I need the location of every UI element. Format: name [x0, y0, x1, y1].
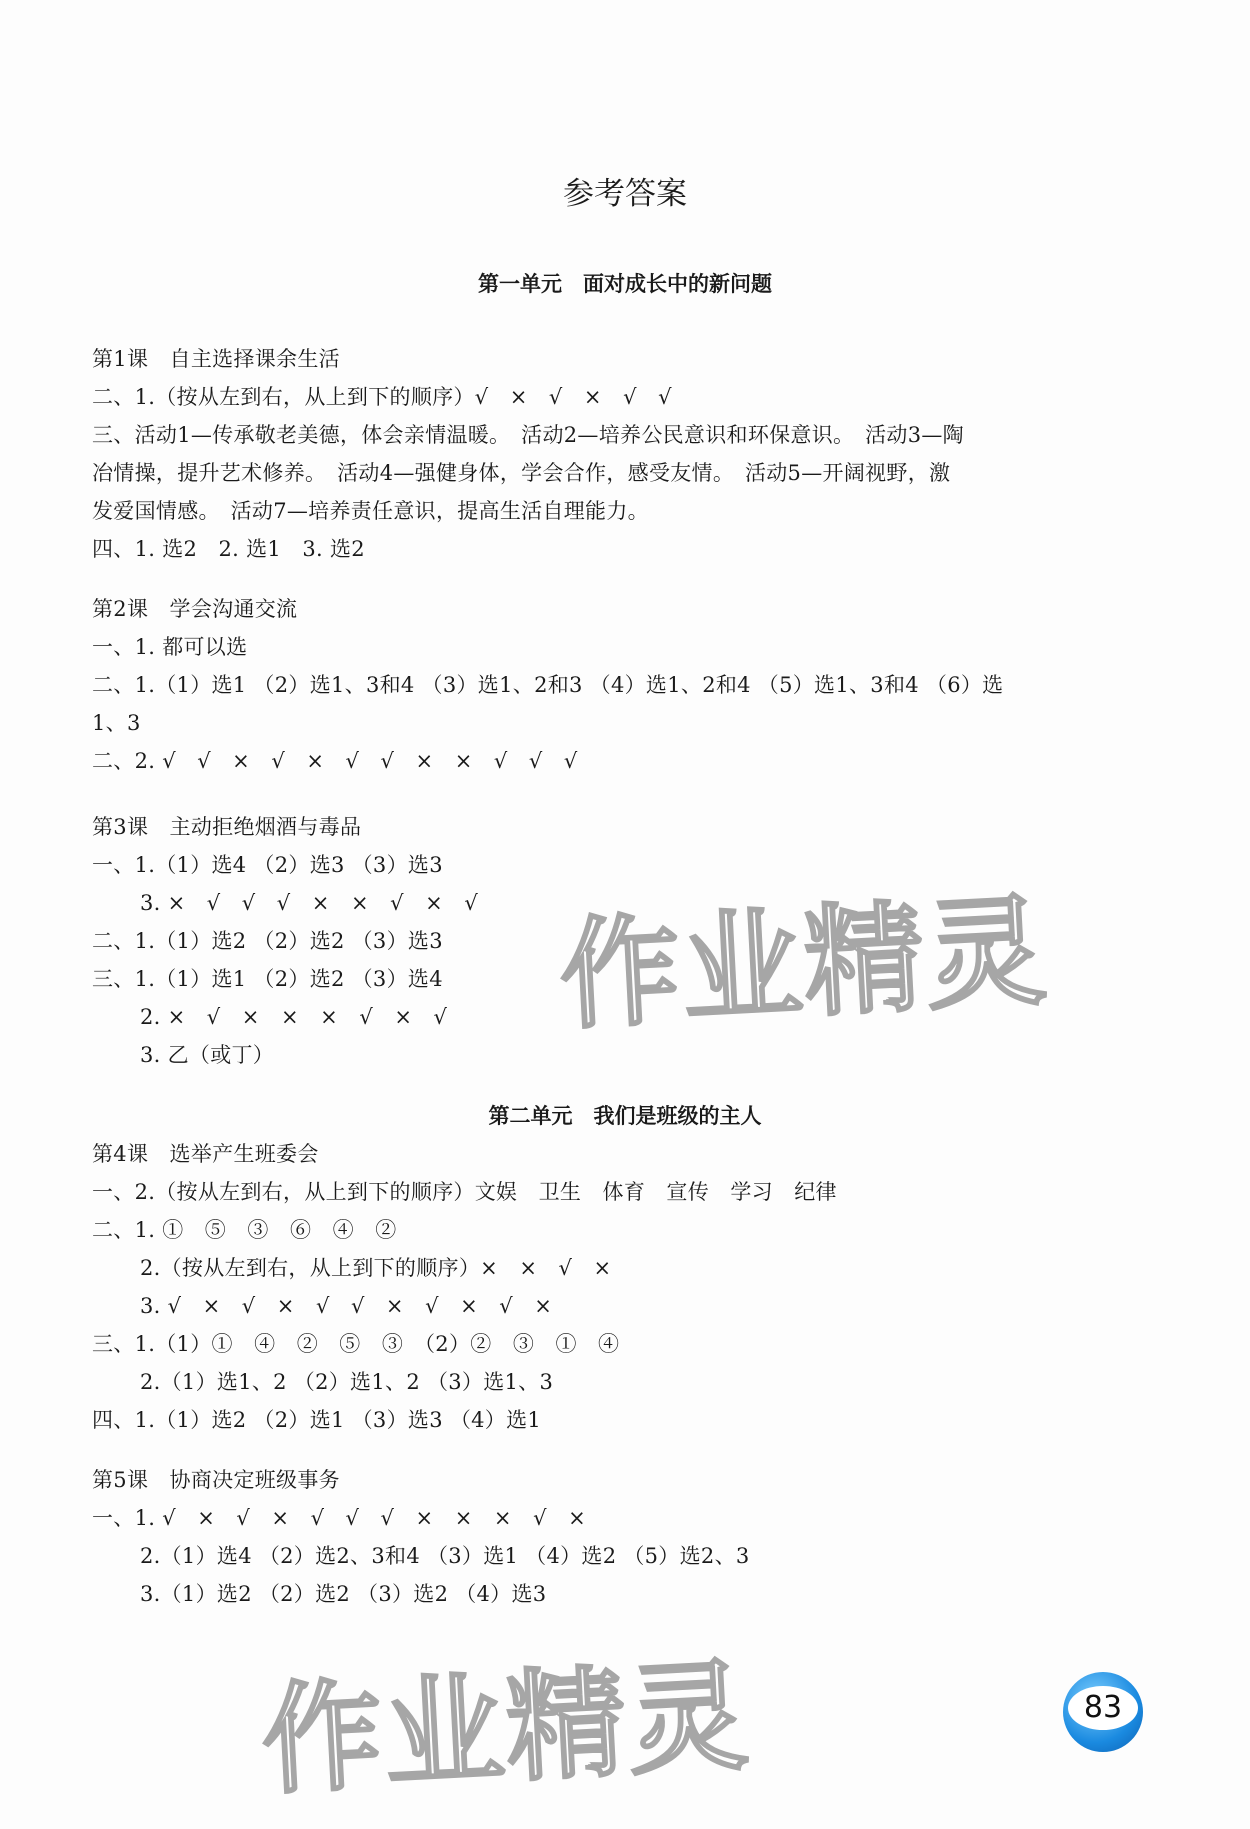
answer-line: 三、1.（1）选1 （2）选2 （3）选4 — [92, 967, 443, 991]
watermark: 作业精灵 — [556, 882, 1052, 1047]
unit-heading: 第二单元 我们是班级的主人 — [488, 1104, 762, 1128]
answer-line: 二、2. √ √ × √ × √ √ × × √ √ √ — [92, 749, 578, 773]
answer-line: 2.（1）选1、2 （2）选1、2 （3）选1、3 — [140, 1370, 554, 1394]
answer-line: 3.（1）选2 （2）选2 （3）选2 （4）选3 — [140, 1582, 547, 1606]
answer-line: 三、活动1—传承敬老美德，体会亲情温暖。 活动2—培养公民意识和环保意识。 活动3—陶 — [92, 423, 964, 447]
answer-line: 一、2.（按从左到右，从上到下的顺序）文娱 卫生 体育 宣传 学习 纪律 — [92, 1180, 837, 1204]
answer-line: 一、1.（1）选4 （2）选3 （3）选3 — [92, 853, 443, 877]
watermark: 作业精灵 — [258, 1647, 754, 1812]
answer-line: 3. 乙（或丁） — [140, 1043, 275, 1067]
lesson-heading: 第2课 学会沟通交流 — [92, 597, 298, 621]
answer-line: 2.（按从左到右，从上到下的顺序）× × √ × — [140, 1256, 612, 1280]
lesson-heading: 第1课 自主选择课余生活 — [92, 347, 340, 371]
answer-line: 一、1. 都可以选 — [92, 635, 248, 659]
answer-line: 二、1.（1）选1 （2）选1、3和4 （3）选1、2和3 （4）选1、2和4 （5）选1、3和4 （6）选 — [92, 673, 1004, 697]
answer-line: 二、1. ① ⑤ ③ ⑥ ④ ② — [92, 1218, 397, 1242]
answer-line: 一、1. √ × √ × √ √ √ × × × √ × — [92, 1506, 586, 1530]
lesson-heading: 第5课 协商决定班级事务 — [92, 1468, 340, 1492]
answer-line: 二、1.（按从左到右，从上到下的顺序）√ × √ × √ √ — [92, 385, 672, 409]
page-number: 83 — [1068, 1686, 1138, 1730]
unit-heading: 第一单元 面对成长中的新问题 — [478, 272, 772, 296]
page-number-badge — [1063, 1672, 1143, 1752]
page-title: 参考答案 — [563, 176, 687, 212]
lesson-heading: 第3课 主动拒绝烟酒与毒品 — [92, 815, 362, 839]
answer-line: 三、1.（1）① ④ ② ⑤ ③ （2）② ③ ① ④ — [92, 1332, 620, 1356]
answer-line: 1、3 — [92, 711, 141, 735]
answer-line: 3. √ × √ × √ √ × √ × √ × — [140, 1294, 553, 1318]
answer-line: 3. × √ √ √ × × √ × √ — [140, 891, 478, 915]
answer-line: 冶情操，提升艺术修养。 活动4—强健身体，学会合作，感受友情。 活动5—开阔视野，激 — [92, 461, 951, 485]
answer-line: 二、1.（1）选2 （2）选2 （3）选3 — [92, 929, 443, 953]
answer-line: 2. × √ × × × √ × √ — [140, 1005, 448, 1029]
answer-line: 四、1. 选2 2. 选1 3. 选2 — [92, 537, 365, 561]
lesson-heading: 第4课 选举产生班委会 — [92, 1142, 319, 1166]
answer-line: 2.（1）选4 （2）选2、3和4 （3）选1 （4）选2 （5）选2、3 — [140, 1544, 750, 1568]
answer-line: 发爱国情感。 活动7—培养责任意识，提高生活自理能力。 — [92, 499, 649, 523]
answer-line: 四、1.（1）选2 （2）选1 （3）选3 （4）选1 — [92, 1408, 542, 1432]
